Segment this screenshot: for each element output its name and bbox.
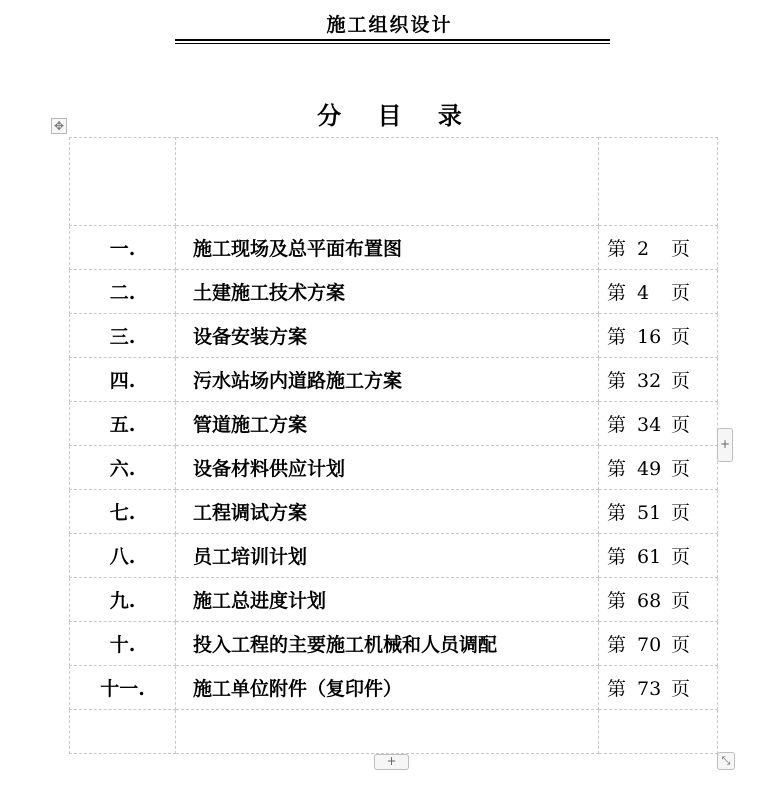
toc-row-title[interactable]: 工程调试方案	[176, 490, 599, 534]
toc-row-title[interactable]: 设备安装方案	[176, 314, 599, 358]
page-prefix: 第	[607, 546, 627, 568]
page-prefix: 第	[607, 502, 627, 524]
table-cell[interactable]	[176, 138, 599, 226]
toc-row	[70, 270, 718, 314]
toc-row-number[interactable]: 七.	[70, 490, 176, 534]
move-icon: ✥	[53, 119, 65, 133]
page-number: 68	[637, 590, 662, 612]
toc-row-page[interactable]	[599, 490, 718, 534]
page-number: 4	[637, 282, 650, 304]
page-prefix: 第	[607, 370, 627, 392]
toc-row-number[interactable]: 二.	[70, 270, 176, 314]
toc-row-title[interactable]: 员工培训计划	[176, 534, 599, 578]
table-cell[interactable]	[176, 710, 599, 754]
page-number: 61	[637, 546, 662, 568]
toc-row-page[interactable]	[599, 358, 718, 402]
page-prefix: 第	[607, 634, 627, 656]
page-suffix: 页	[671, 546, 691, 568]
add-row-button[interactable]	[717, 428, 733, 462]
toc-table	[69, 137, 718, 754]
toc-row-page[interactable]	[599, 578, 718, 622]
add-column-button[interactable]	[374, 754, 409, 770]
toc-row-page[interactable]	[599, 534, 718, 578]
toc-row	[70, 534, 718, 578]
plus-icon: +	[386, 754, 397, 768]
toc-row-number[interactable]: 六.	[70, 446, 176, 490]
table-resize-handle[interactable]	[717, 752, 735, 770]
toc-row	[70, 622, 718, 666]
page-suffix: 页	[671, 502, 691, 524]
page-suffix: 页	[671, 634, 691, 656]
page-number: 32	[637, 370, 662, 392]
toc-row-page[interactable]	[599, 226, 718, 270]
toc-row-title[interactable]: 投入工程的主要施工机械和人员调配	[176, 622, 599, 666]
page-number: 70	[637, 634, 662, 656]
header-double-rule	[175, 39, 610, 44]
toc-row-page[interactable]	[599, 314, 718, 358]
table-row-blank	[70, 138, 718, 226]
toc-row-number[interactable]: 四.	[70, 358, 176, 402]
toc-row-title[interactable]: 土建施工技术方案	[176, 270, 599, 314]
toc-row	[70, 666, 718, 710]
page-suffix: 页	[671, 282, 691, 304]
toc-row-number[interactable]: 三.	[70, 314, 176, 358]
toc-row	[70, 446, 718, 490]
toc-row-page[interactable]	[599, 622, 718, 666]
page-suffix: 页	[671, 590, 691, 612]
toc-row-title[interactable]: 施工总进度计划	[176, 578, 599, 622]
page-number: 16	[637, 326, 662, 348]
page-number: 49	[637, 458, 662, 480]
toc-row-number[interactable]: 十.	[70, 622, 176, 666]
toc-row-number[interactable]: 八.	[70, 534, 176, 578]
toc-row-page[interactable]	[599, 270, 718, 314]
resize-icon: ⤡	[721, 754, 731, 767]
document-header-title: 施工组织设计	[326, 14, 453, 36]
page-prefix: 第	[607, 282, 627, 304]
toc-row	[70, 578, 718, 622]
page-number: 2	[637, 238, 650, 260]
page-suffix: 页	[671, 326, 691, 348]
toc-row	[70, 402, 718, 446]
page-prefix: 第	[607, 458, 627, 480]
page-suffix: 页	[671, 414, 691, 436]
plus-icon: +	[719, 437, 731, 451]
toc-row-title[interactable]: 管道施工方案	[176, 402, 599, 446]
toc-row	[70, 226, 718, 270]
toc-title: 分 目 录	[317, 101, 476, 130]
toc-row	[70, 314, 718, 358]
page-prefix: 第	[607, 414, 627, 436]
page-prefix: 第	[607, 678, 627, 700]
toc-row-page[interactable]	[599, 402, 718, 446]
toc-row	[70, 358, 718, 402]
page-number: 73	[637, 678, 662, 700]
toc-row-page[interactable]	[599, 446, 718, 490]
toc-row-title[interactable]: 设备材料供应计划	[176, 446, 599, 490]
page-prefix: 第	[607, 590, 627, 612]
page-prefix: 第	[607, 326, 627, 348]
table-cell[interactable]	[70, 138, 176, 226]
table-cell[interactable]	[599, 138, 718, 226]
page-suffix: 页	[671, 370, 691, 392]
table-cell[interactable]	[599, 710, 718, 754]
toc-row-page[interactable]	[599, 666, 718, 710]
page-prefix: 第	[607, 238, 627, 260]
toc-row	[70, 490, 718, 534]
table-row-blank	[70, 710, 718, 754]
toc-row-title[interactable]: 施工单位附件（复印件）	[176, 666, 599, 710]
toc-row-number[interactable]: 九.	[70, 578, 176, 622]
toc-row-title[interactable]: 施工现场及总平面布置图	[176, 226, 599, 270]
page-suffix: 页	[671, 678, 691, 700]
toc-row-number[interactable]: 十一.	[70, 666, 176, 710]
page-number: 34	[637, 414, 662, 436]
page-suffix: 页	[671, 238, 691, 260]
page-number: 51	[637, 502, 662, 524]
toc-row-title[interactable]: 污水站场内道路施工方案	[176, 358, 599, 402]
table-cell[interactable]	[70, 710, 176, 754]
toc-row-number[interactable]: 五.	[70, 402, 176, 446]
toc-row-number[interactable]: 一.	[70, 226, 176, 270]
page-suffix: 页	[671, 458, 691, 480]
table-move-handle[interactable]	[51, 118, 67, 134]
